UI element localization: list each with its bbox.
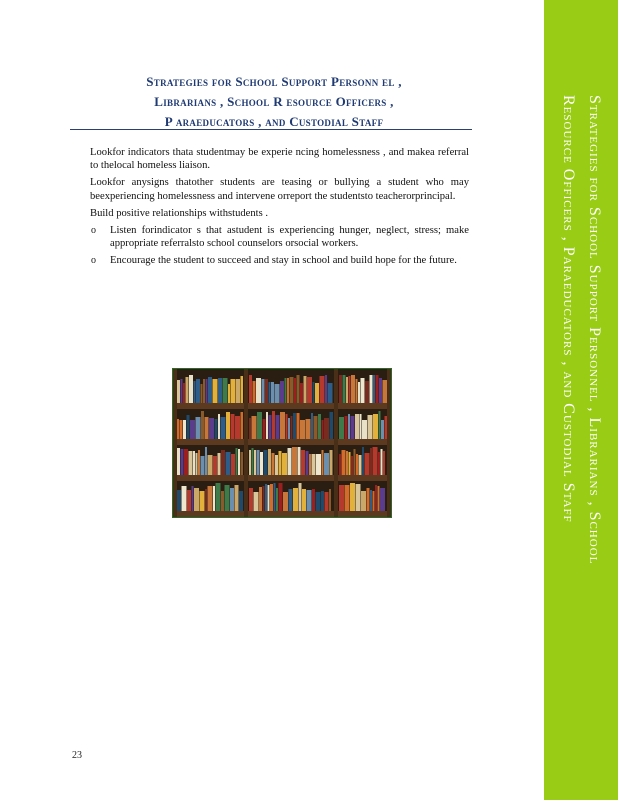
book-spine	[351, 375, 355, 403]
book-spine	[253, 381, 256, 403]
book-spine	[213, 456, 217, 475]
book-spine	[230, 488, 234, 511]
book-spine	[381, 449, 383, 475]
book-spine	[321, 491, 324, 511]
strategy-list	[74, 146, 469, 272]
book-spine	[356, 484, 361, 511]
book-spine	[359, 455, 362, 475]
title-line-2: Librarians , School R esource Officers ,	[154, 94, 394, 109]
book-spine	[381, 420, 384, 439]
book-spine	[322, 450, 324, 475]
shelf-board	[173, 439, 391, 445]
book-spine	[304, 376, 307, 403]
book-spine	[181, 379, 183, 403]
book-spine	[194, 488, 199, 511]
book-spine	[380, 488, 385, 511]
book-spine	[293, 488, 298, 511]
book-spine	[200, 491, 205, 511]
book-spine	[183, 420, 186, 439]
bullet-text: Lookfor anysigns thatother students are teasing or bullying a student who may beexperiencing homelessness and intervene orreport the studentsto teacherorprincipal.	[90, 177, 469, 202]
book-spine	[209, 418, 214, 439]
list-item	[74, 176, 469, 202]
book-spine	[339, 375, 342, 403]
book-spine	[254, 450, 256, 475]
book-spine	[249, 488, 253, 511]
book-spine	[361, 378, 365, 403]
book-spine	[272, 411, 275, 439]
book-spine	[362, 420, 367, 439]
shelf-board	[173, 403, 391, 409]
book-spine	[324, 453, 329, 475]
book-spine	[249, 418, 251, 439]
book-spine	[346, 451, 348, 475]
book-spine	[203, 379, 205, 403]
book-spine	[342, 450, 346, 475]
bookshelf-photo	[172, 368, 392, 518]
book-spine	[265, 484, 267, 511]
shelf-divider	[334, 369, 338, 517]
book-spine	[383, 451, 385, 475]
book-spine	[351, 416, 355, 439]
book-spine	[189, 375, 193, 403]
book-spine	[379, 411, 381, 439]
book-spine	[270, 484, 273, 511]
book-spine	[368, 415, 373, 439]
book-spine	[383, 380, 388, 403]
book-spine	[375, 485, 377, 511]
banner-line-2: Resource Officers , Paraeducators , and Custodial Staff	[560, 95, 577, 523]
book-spine	[285, 378, 287, 403]
book-spine	[312, 454, 316, 475]
book-spine	[349, 376, 351, 403]
book-spine	[181, 449, 184, 475]
book-spine	[201, 456, 205, 475]
book-spine	[293, 413, 296, 439]
sub-bullet-marker: o	[91, 225, 96, 237]
book-spine	[348, 414, 350, 439]
book-spine	[373, 447, 378, 475]
book-spine	[196, 453, 198, 475]
title-line-3: P araeducators , and Custodial Staff	[164, 114, 384, 129]
list-item	[74, 146, 469, 172]
book-spine	[367, 488, 370, 511]
side-banner	[544, 0, 618, 800]
book-spine	[350, 483, 355, 511]
book-spine	[314, 416, 318, 439]
book-spine	[280, 381, 284, 403]
book-spine	[208, 455, 213, 475]
book-spine	[201, 384, 203, 403]
book-spine	[196, 417, 201, 439]
book-spine	[301, 450, 305, 475]
book-spine	[257, 450, 260, 475]
shelf-board	[173, 511, 391, 517]
book-spine	[252, 416, 257, 439]
book-spine	[264, 450, 268, 475]
book-spine	[236, 448, 238, 475]
shelf-divider	[173, 369, 177, 517]
book-spine	[213, 486, 215, 511]
book-spine	[208, 486, 213, 511]
book-spine	[365, 381, 369, 403]
book-spine	[373, 414, 378, 439]
book-spine	[218, 378, 222, 403]
book-spine	[361, 491, 366, 511]
book-spine	[275, 384, 280, 403]
book-spine	[329, 489, 331, 511]
book-spine	[298, 447, 301, 475]
bullet-text: Build positive relationships withstudents .	[90, 207, 269, 219]
book-spine	[225, 485, 230, 511]
book-spine	[370, 448, 372, 475]
book-spine	[311, 413, 313, 439]
book-spine	[183, 383, 185, 403]
book-spine	[318, 414, 321, 439]
book-spine	[190, 420, 195, 439]
book-spine	[268, 449, 271, 475]
book-spine	[206, 379, 208, 403]
book-spine	[346, 377, 348, 403]
book-spine	[187, 490, 191, 511]
book-spine	[316, 454, 321, 475]
book-spine	[182, 486, 187, 511]
book-spine	[365, 453, 370, 475]
shelf-divider	[244, 369, 248, 517]
book-spine	[356, 379, 358, 403]
page-title	[74, 72, 474, 132]
book-spine	[339, 417, 344, 439]
book-spine	[283, 492, 288, 511]
banner-line-1: Strategies for School Support Personnel , Librarians , School	[586, 95, 603, 565]
book-spine	[286, 414, 288, 439]
book-spine	[300, 383, 303, 403]
book-spine	[231, 379, 236, 403]
book-spine	[309, 454, 311, 475]
book-spine	[239, 491, 243, 511]
book-spine	[236, 379, 240, 403]
shelf-divider	[387, 369, 391, 517]
book-spine	[241, 376, 244, 403]
book-spine	[235, 485, 239, 511]
book-spine	[294, 378, 296, 403]
book-spine	[180, 420, 183, 439]
book-spine	[287, 378, 289, 403]
book-spine	[231, 454, 235, 475]
book-spine	[360, 414, 362, 439]
book-spine	[221, 417, 226, 439]
book-spine	[262, 379, 265, 403]
book-spine	[300, 420, 305, 439]
book-spine	[193, 451, 195, 475]
book-spine	[313, 382, 315, 403]
book-spine	[254, 492, 259, 511]
bullet-text: Lookfor indicators thata studentmay be experie ncing homelessness , and makea referral to thelocal homeless liaison.	[90, 147, 469, 172]
banner-title	[555, 95, 607, 705]
book-spine	[263, 486, 265, 511]
book-spine	[307, 490, 312, 511]
book-spine	[274, 483, 276, 511]
book-spine	[328, 383, 333, 403]
sub-list-item	[74, 254, 469, 267]
book-spine	[307, 377, 312, 403]
book-spine	[177, 380, 180, 403]
book-spine	[177, 448, 180, 475]
book-spine	[221, 491, 224, 511]
book-spine	[289, 489, 293, 511]
book-spine	[272, 453, 275, 475]
book-spine	[263, 419, 266, 439]
book-spine	[297, 413, 300, 439]
book-spine	[238, 449, 240, 475]
book-spine	[265, 379, 268, 403]
book-spine	[226, 412, 230, 439]
book-spine	[288, 448, 292, 475]
book-spine	[355, 414, 359, 439]
book-spine	[325, 492, 329, 511]
book-spine	[194, 381, 196, 403]
book-spine	[218, 414, 220, 439]
book-spine	[205, 489, 207, 511]
book-spine	[339, 485, 344, 511]
book-spine	[279, 451, 282, 475]
book-spine	[325, 375, 327, 403]
book-spine	[370, 490, 372, 511]
book-spine	[271, 382, 274, 403]
book-spine	[213, 379, 218, 403]
book-spine	[257, 412, 262, 439]
book-spine	[269, 415, 272, 439]
book-spine	[249, 450, 251, 475]
book-spine	[201, 411, 204, 439]
book-spine	[252, 448, 254, 475]
book-spine	[370, 375, 373, 403]
book-spine	[189, 451, 193, 475]
book-spine	[276, 488, 278, 511]
title-line-1: Strategies for School Support Personn el ,	[146, 74, 402, 89]
book-spine	[343, 375, 346, 403]
book-spine	[292, 447, 297, 475]
book-spine	[208, 377, 212, 403]
book-spine	[349, 452, 351, 475]
book-spine	[302, 489, 306, 511]
book-spine	[221, 450, 225, 475]
book-spine	[177, 490, 181, 511]
sub-list-item	[74, 224, 469, 250]
book-spine	[192, 486, 194, 511]
book-spine	[378, 452, 380, 475]
sub-bullet-marker: o	[91, 255, 96, 267]
book-spine	[223, 378, 228, 403]
shelf-board	[173, 475, 391, 481]
book-spine	[312, 489, 315, 511]
book-spine	[306, 451, 309, 475]
book-spine	[288, 418, 290, 439]
book-spine	[362, 447, 364, 475]
book-spine	[330, 450, 333, 475]
book-spine	[228, 384, 230, 403]
book-spine	[177, 419, 179, 439]
book-spine	[306, 419, 311, 439]
book-spine	[269, 382, 271, 403]
book-spine	[276, 415, 280, 439]
book-spine	[256, 378, 261, 403]
book-spine	[297, 375, 300, 403]
book-spine	[358, 382, 360, 403]
book-spine	[354, 449, 356, 475]
book-spine	[385, 416, 388, 439]
book-spine	[268, 485, 270, 511]
book-spine	[356, 454, 358, 475]
book-spine	[187, 415, 190, 439]
book-spine	[218, 453, 221, 475]
title-underline	[70, 129, 472, 130]
book-spine	[198, 450, 200, 475]
book-spine	[205, 447, 207, 475]
book-spine	[324, 418, 329, 439]
book-spine	[280, 412, 285, 439]
book-spine	[351, 456, 353, 475]
book-spine	[205, 417, 209, 439]
book-spine	[226, 452, 231, 475]
page-number: 23	[72, 750, 82, 761]
book-spine	[376, 375, 379, 403]
book-spine	[196, 379, 200, 403]
book-spine	[241, 452, 244, 475]
book-spine	[339, 454, 341, 475]
book-spine	[259, 487, 262, 511]
book-spine	[231, 414, 235, 439]
book-spine	[249, 375, 252, 403]
book-spine	[215, 419, 218, 439]
sub-bullet-text: Encourage the student to succeed and stay in school and build hope for the future.	[110, 255, 457, 267]
book-spine	[275, 455, 278, 475]
book-spine	[282, 453, 287, 475]
book-spine	[315, 383, 319, 403]
book-spine	[373, 491, 375, 511]
book-spine	[379, 378, 382, 403]
book-spine	[330, 412, 334, 439]
book-spine	[378, 486, 380, 511]
book-spine	[373, 375, 375, 403]
sub-bullet-text: Listen forindicator s that astudent is experiencing hunger, neglect, stress; make appropriate referralsto school counselors orsocial workers.	[110, 225, 469, 250]
book-spine	[345, 416, 348, 439]
book-spine	[290, 377, 294, 403]
book-spine	[316, 492, 321, 511]
book-spine	[320, 376, 325, 403]
book-spine	[266, 412, 268, 439]
book-spine	[235, 416, 240, 439]
book-spine	[260, 452, 263, 475]
book-spine	[299, 483, 302, 511]
book-spine	[291, 416, 293, 439]
book-spine	[186, 377, 189, 403]
list-item	[74, 207, 469, 220]
book-spine	[216, 483, 221, 511]
book-spine	[345, 485, 350, 511]
book-spine	[322, 420, 324, 439]
book-spine	[279, 483, 283, 511]
book-spine	[241, 412, 244, 439]
book-spine	[184, 449, 188, 475]
